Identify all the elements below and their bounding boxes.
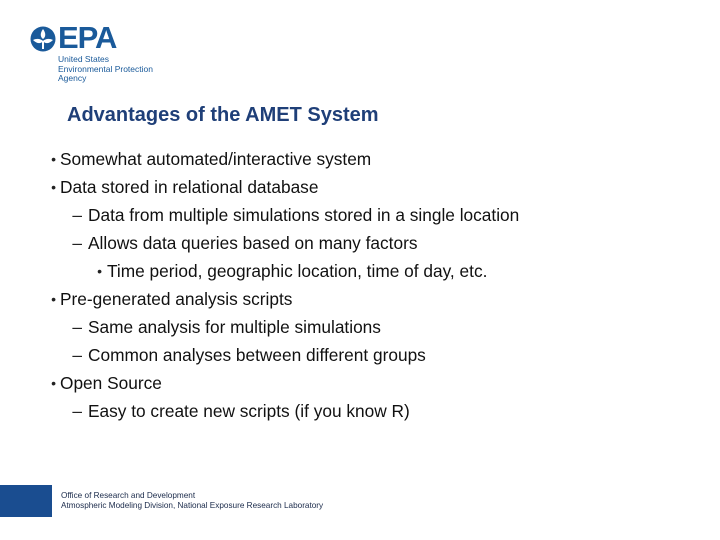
bullet-item: [30, 257, 710, 285]
footer-bar: [0, 485, 52, 517]
bullet-item: [30, 341, 710, 369]
epa-flower-icon: [30, 26, 56, 52]
slide-title: Advantages of the AMET System: [67, 104, 379, 126]
bullet-text: Data from multiple simulations stored in a single location: [88, 205, 520, 225]
bullet-marker: •: [51, 291, 56, 307]
bullet-marker: –: [72, 233, 82, 253]
epa-logo: [30, 20, 200, 83]
bullet-item: [30, 285, 710, 313]
bullet-item: [30, 229, 710, 257]
bullet-list: [30, 145, 710, 425]
bullet-item: [30, 369, 710, 397]
footer-division: Atmospheric Modeling Division, National Exposure Research Laboratory: [61, 501, 324, 510]
bullet-text: Common analyses between different groups: [88, 345, 426, 365]
bullet-marker: –: [72, 317, 82, 337]
footer-office: Office of Research and Development: [61, 491, 196, 500]
bullet-marker: •: [51, 151, 56, 167]
bullet-item: [30, 201, 710, 229]
bullet-marker: –: [72, 345, 82, 365]
footer-text: [61, 491, 323, 511]
epa-agency-name: [58, 55, 153, 84]
bullet-text: Same analysis for multiple simulations: [88, 317, 381, 337]
agency-line-2: Environmental Protection: [58, 63, 153, 74]
bullet-text: Data stored in relational database: [60, 177, 319, 197]
bullet-text: Time period, geographic location, time of day, etc.: [107, 261, 488, 281]
bullet-marker: •: [51, 179, 56, 195]
bullet-item: [30, 145, 710, 173]
bullet-text: Easy to create new scripts (if you know R): [88, 401, 410, 421]
bullet-marker: •: [51, 375, 56, 391]
epa-wordmark: EPA: [58, 20, 117, 55]
bullet-text: Allows data queries based on many factors: [88, 233, 418, 253]
bullet-text: Pre-generated analysis scripts: [60, 289, 293, 309]
bullet-marker: •: [97, 263, 102, 279]
agency-line-1: United States: [58, 54, 110, 64]
agency-line-3: Agency: [58, 73, 87, 83]
bullet-item: [30, 397, 710, 425]
bullet-item: [30, 173, 710, 201]
bullet-marker: –: [72, 401, 82, 421]
bullet-text: Somewhat automated/interactive system: [60, 149, 372, 169]
bullet-text: Open Source: [60, 373, 162, 393]
bullet-marker: –: [72, 205, 82, 225]
bullet-item: [30, 313, 710, 341]
